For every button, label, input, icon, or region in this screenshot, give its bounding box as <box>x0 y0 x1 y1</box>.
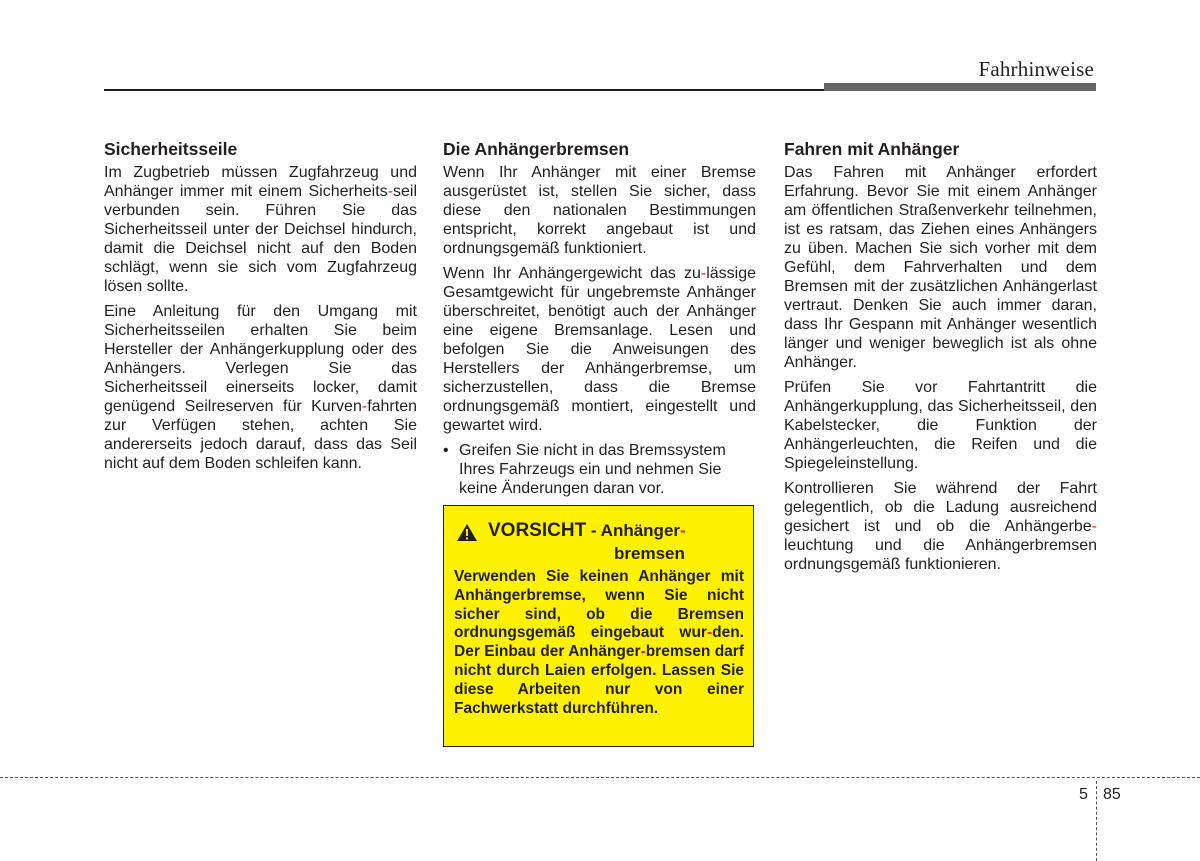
header-rule <box>104 89 824 91</box>
paragraph: Wenn Ihr Anhängergewicht das zu-lässige Gesamtgewicht für ungebremste Anhänger überschreitet, benötigt auch der Anhänger eine eigene Bremsanlage. Lesen und befolgen Sie die Anweisungen des Herstellers der Anhängerbremse, um sicherzustellen, dass die Bremse ordnungsgemäß montiert, eingestellt und gewartet wird. <box>443 265 756 434</box>
footer-divider <box>0 777 1200 778</box>
warning-triangle-icon <box>456 523 478 542</box>
bullet-item: • Greifen Sie nicht in das Bremssystem Ihres Fahrzeugs ein und nehmen Sie keine Änderungen daran vor. <box>443 442 726 497</box>
section-title: Fahrhinweise <box>978 57 1094 81</box>
warning-heading: VORSICHT - Anhänger- <box>488 520 686 541</box>
header-bar <box>824 83 1096 91</box>
warning-heading-cont: bremsen <box>614 544 685 563</box>
warning-box <box>443 505 754 747</box>
column-trailer-brakes <box>443 139 756 498</box>
heading-driving-with-trailer: Fahren mit Anhänger <box>784 139 960 159</box>
paragraph: Eine Anleitung für den Umgang mit Sicherheitsseilen erhalten Sie beim Hersteller der Anhängerkupplung oder des Anhängers. Verlegen Sie das Sicherheitsseil einerseits locker, damit genügend Seilreserven für Kurven-fahrten zur Verfügen stehen, achten Sie andererseits jedoch darauf, dass das Seil nicht auf dem Boden schleifen kann. <box>104 303 417 472</box>
heading-safety-cables: Sicherheitsseile <box>104 139 238 159</box>
paragraph: Prüfen Sie vor Fahrtantritt die Anhängerkupplung, das Sicherheitsseil, den Kabelstecker, die Funktion der Anhängerleuchten, die Reifen und die Spiegeleinstellung. <box>784 379 1097 472</box>
paragraph: Wenn Ihr Anhänger mit einer Bremse ausgerüstet ist, stellen Sie sicher, dass diese den nationalen Bestimmungen entspricht, korrekt angebaut ist und ordnungsgemäß funktioniert. <box>443 164 756 257</box>
column-driving-with-trailer <box>784 139 1097 580</box>
paragraph: Kontrollieren Sie während der Fahrt gelegentlich, ob die Ladung ausreichend gesichert ist und ob die Anhängerbe-leuchtung und die Anhängerbremsen ordnungsgemäß funktionieren. <box>784 480 1097 573</box>
heading-trailer-brakes: Die Anhängerbremsen <box>443 139 630 159</box>
warning-text: Verwenden Sie keinen Anhänger mit Anhängerbremse, wenn Sie nicht sicher sind, ob die Bremsen ordnungsgemäß eingebaut wur-den. Der Einbau der Anhänger-bremsen darf nicht durch Laien erfolgen. Lassen Sie diese Arbeiten nur von einer Fachwerkstatt durchführen. <box>454 568 744 717</box>
paragraph: Das Fahren mit Anhänger erfordert Erfahrung. Bevor Sie mit einem Anhänger am öffentlichen Straßenverkehr teilnehmen, ist es ratsam, das Ziehen eines Anhängers zu üben. Machen Sie sich vorher mit dem Gefühl, dem Fahrverhalten und dem Bremsen mit der zusätzlichen Anhängerlast vertraut. Denken Sie auch immer daran, dass Ihr Gespann mit Anhänger wesentlich länger und weniger beweglich ist als ohne Anhänger. <box>784 164 1097 371</box>
bullet-icon: • <box>443 442 449 459</box>
footer-vertical-divider <box>1096 781 1097 861</box>
chapter-number: 5 <box>1079 786 1088 803</box>
column-safety-cables <box>104 139 417 479</box>
paragraph: Im Zugbetrieb müssen Zugfahrzeug und Anhänger immer mit einem Sicherheits-seil verbunden sein. Führen Sie das Sicherheitsseil unter der Deichsel hindurch, damit die Deichsel nicht auf den Boden schlägt, wenn sie sich vom Zugfahrzeug lösen sollte. <box>104 164 417 295</box>
page-number: 85 <box>1103 786 1121 803</box>
